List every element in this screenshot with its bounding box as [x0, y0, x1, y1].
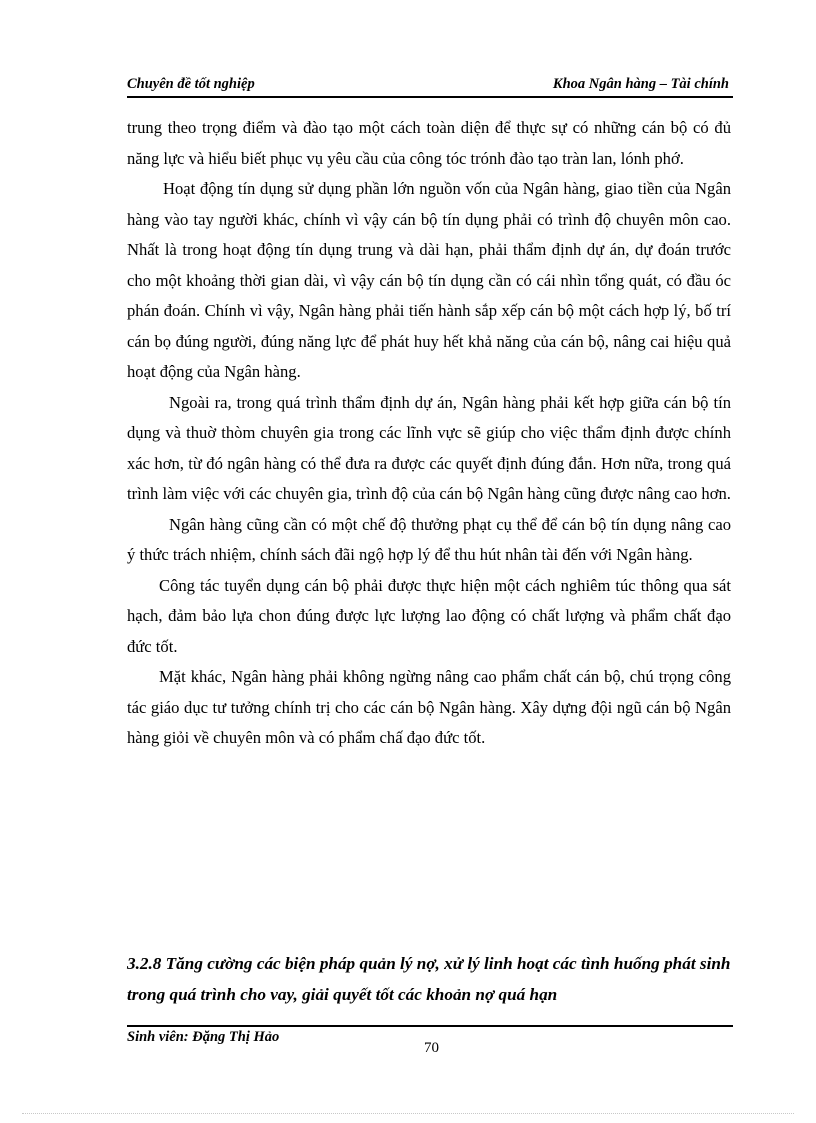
paragraph-1: trung theo trọng điểm và đào tạo một cách toàn diện để thực sự có những cán bộ có đủ năng lực và hiểu biết phục vụ yêu cầu của công tóc trónh đào tạo tràn lan, lónh phớ.: [127, 118, 731, 168]
footer-student-name: Sinh viên: Đặng Thị Hảo: [127, 1029, 280, 1045]
header-left-title: Chuyên đề tốt nghiệp: [127, 76, 255, 92]
page-number: 70: [424, 1040, 439, 1056]
page-bottom-border: [22, 1113, 794, 1114]
paragraph-3: Ngoài ra, trong quá trình thẩm định dự án, Ngân hàng phải kết hợp giữa cán bộ tín dụng và thuờ thòm chuyên gia trong các lĩnh vực sẽ giúp cho việc thẩm định được chính xác hơn, từ đó ngân hàng có thể đưa ra được các quyết định đúng đắn. Hơn nữa, trong quá trình làm việc với các chuyên gia, trình độ của cán bộ Ngân hàng cũng được nâng cao hơn.: [127, 392, 731, 503]
paragraph-6: Mặt khác, Ngân hàng phải không ngừng nâng cao phẩm chất cán bộ, chú trọng công tác giáo dục tư tưởng chính trị cho các cán bộ Ngân hàng. Xây dựng đội ngũ cán bộ Ngân hàng giỏi về chuyên môn và có phẩm chấ đạo đức tốt.: [127, 667, 731, 747]
section-heading: 3.2.8 Tăng cường các biện pháp quản lý nợ, xử lý linh hoạt các tình huống phát sinh trong quá trình cho vay, giải quyết tốt các khoản nợ quá hạn: [127, 954, 731, 1004]
header-right-title: Khoa Ngân hàng – Tài chính: [552, 76, 729, 92]
page-header: [127, 76, 733, 94]
paragraph-2: Hoạt động tín dụng sử dụng phần lớn nguồn vốn của Ngân hàng, giao tiền của Ngân hàng vào tay người khác, chính vì vậy cán bộ tín dụng phải có trình độ chuyên môn cao. Nhất là trong hoạt động tín dụng trung và dài hạn, phải thẩm định dự án, dự đoán trước cho một khoảng thời gian dài, vì vậy cán bộ tín dụng cần có cái nhìn tổng quát, có đầu óc phán đoán. Chính vì vậy, Ngân hàng phải tiến hành sắp xếp cán bộ một cách hợp lý, bố trí cán bọ đúng người, đúng năng lực để phát huy hết khả năng của cán bộ, nâng cai hiệu quả hoạt động của Ngân hàng.: [127, 179, 731, 381]
header-rule: [127, 96, 733, 98]
paragraph-4: Ngân hàng cũng cần có một chế độ thưởng phạt cụ thể để cán bộ tín dụng nâng cao ý thức trách nhiệm, chính sách đãi ngộ hợp lý để thu hút nhân tài đến với Ngân hàng.: [127, 514, 731, 564]
body-text: [127, 113, 731, 754]
paragraph-5: Công tác tuyển dụng cán bộ phải được thực hiện một cách nghiêm túc thông qua sát hạch, đảm bảo lựa chon đúng được lực lượng lao động có chất lượng và phẩm chất đạo đức tốt.: [127, 575, 731, 656]
footer-rule: [127, 1025, 733, 1027]
